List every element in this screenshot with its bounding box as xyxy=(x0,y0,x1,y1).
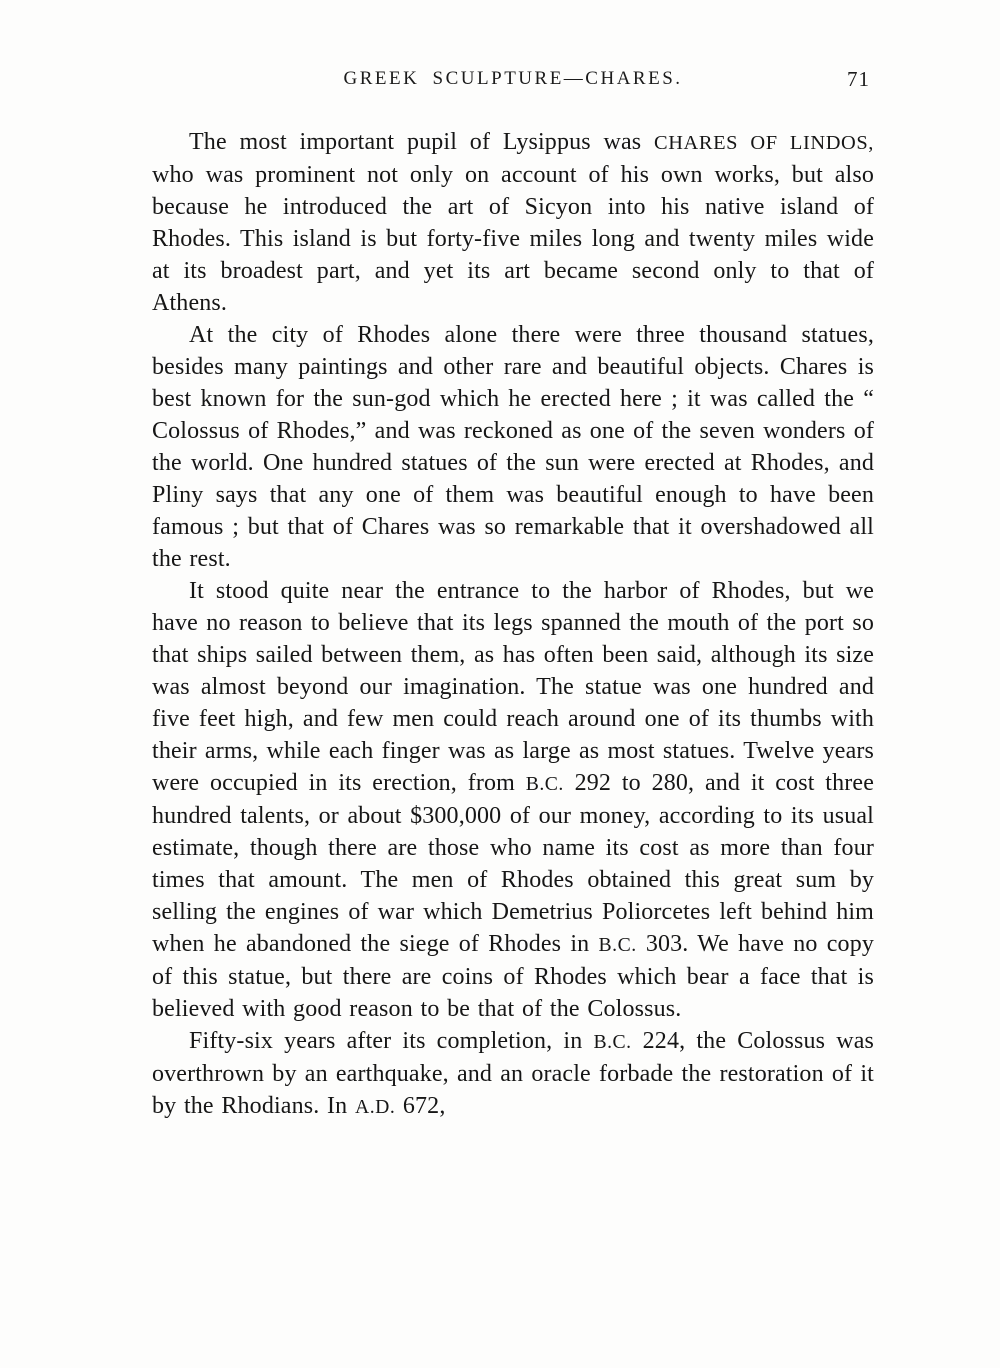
text-run: At the city of Rhodes alone there were three thousand statues, besides many paintings and other rare and beautiful objects. Chares is best known for the sun-god which he erected here ; it was called the “ Colossus of Rhodes,” and was reckoned as one of the seven wonders of the world. One hundred statues of the sun were erected at Rhodes, and Pliny says that any one of them was beautiful enough to have been famous ; but that of Chares was so remarkable that it overshadowed all the rest. xyxy=(152,322,874,572)
paragraph xyxy=(152,1025,874,1123)
text-run: 303. We have no copy of this statue, but there are coins of Rhodes which bear a face that is believed with good reason to be that of the Colossus. xyxy=(152,931,874,1022)
era-abbreviation: B.C. xyxy=(525,773,564,795)
running-head-title: GREEK SCULPTURE—CHARES. xyxy=(343,68,683,89)
text-run: who was prominent not only on account of his own works, but also because he introduced the art of Sicyon into his native island of Rhodes. This island is but forty-five miles long and twenty miles wide at its broadest part, and yet its art became second only to that of Athens. xyxy=(152,162,874,316)
text-run: The most important pupil of Lysippus was xyxy=(189,129,655,155)
text-run: 292 to 280, and it cost three hundred talents, or about $300,000 of our money, according to its usual estimate, though there are those who name its cost as more than four times that amount. The men of Rhodes obtained this great sum by selling the engines of war which Demetrius Poliorcetes left behind him when he abandoned the siege of Rhodes in xyxy=(152,770,875,957)
text-run: Fifty-six years after its completion, in xyxy=(189,1028,594,1054)
era-abbreviation: B.C. xyxy=(593,1031,632,1053)
page-number: 71 xyxy=(847,67,870,91)
paragraph xyxy=(152,126,874,319)
era-abbreviation: A.D. xyxy=(354,1096,396,1118)
text-run: 224, the Colossus was overthrown by an earthquake, and an oracle forbade the restoration of it by the Rhodians. In xyxy=(152,1028,874,1119)
paragraph xyxy=(152,575,874,1025)
running-head xyxy=(152,68,874,98)
text-run: It stood quite near the entrance to the harbor of Rhodes, but we have no reason to believe that its legs spanned the mouth of the port so that ships sailed between them, as has often been said, although its size was almost beyond our imagination. The statue was one hundred and five feet high, and few men could reach around one of its thumbs with their arms, while each finger was as large as most statues. Twelve years were occupied in its erection, from xyxy=(152,578,874,796)
era-abbreviation: B.C. xyxy=(598,934,637,956)
body-text xyxy=(152,126,874,1123)
smallcaps-name-text: CHARES OF LINDOS, xyxy=(654,132,874,154)
text-block xyxy=(152,68,874,1123)
text-run: 672, xyxy=(395,1093,446,1119)
paragraph xyxy=(152,319,874,575)
